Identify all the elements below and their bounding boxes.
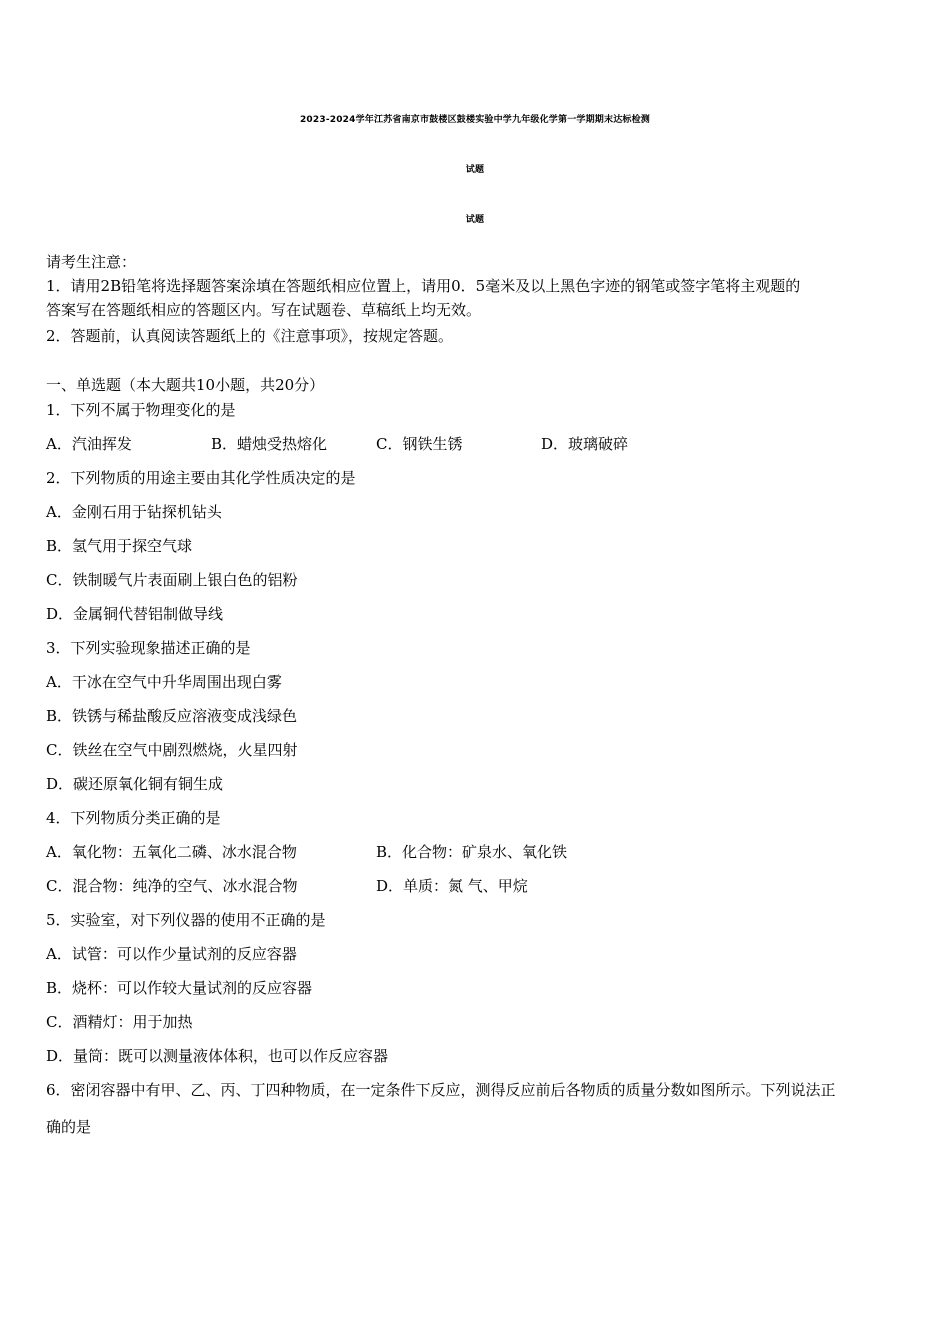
- question-3-option-a: A．干冰在空气中升华周围出现白雾: [46, 673, 282, 691]
- notice-item-1-continued: 答案写在答题纸相应的答题区内。写在试题卷、草稿纸上均无效。: [46, 301, 482, 319]
- question-2-option-a: A．金刚石用于钻探机钻头: [46, 503, 222, 521]
- question-5-stem: 5．实验室，对下列仪器的使用不正确的是: [46, 911, 326, 929]
- question-3-stem: 3．下列实验现象描述正确的是: [46, 639, 251, 657]
- question-6-stem-continued: 确的是: [46, 1118, 92, 1136]
- question-5-option-a: A．试管：可以作少量试剂的反应容器: [46, 945, 297, 963]
- question-4-option-b: B．化合物：矿泉水、氧化铁: [376, 843, 568, 861]
- question-2-option-b: B．氢气用于探空气球: [46, 537, 193, 555]
- question-4-option-c: C．混合物：纯净的空气、冰水混合物: [46, 877, 298, 895]
- question-5-option-d: D．量筒：既可以测量液体体积，也可以作反应容器: [46, 1047, 389, 1065]
- question-1-option-b: B．蜡烛受热熔化: [211, 435, 328, 453]
- section-heading: 一、单选题（本大题共10小题，共20分）: [46, 376, 325, 394]
- question-5-option-c: C．酒精灯：用于加热: [46, 1013, 193, 1031]
- exam-title-continued: 试题: [465, 165, 485, 175]
- question-1-option-d: D．玻璃破碎: [541, 435, 629, 453]
- question-4-option-d: D．单质：氮 气、甲烷: [376, 877, 528, 895]
- question-1-stem: 1．下列不属于物理变化的是: [46, 401, 236, 419]
- question-3-option-c: C．铁丝在空气中剧烈燃烧，火星四射: [46, 741, 298, 759]
- question-3-option-d: D．碳还原氧化铜有铜生成: [46, 775, 224, 793]
- notice-heading: 请考生注意：: [46, 253, 137, 271]
- question-3-option-b: B．铁锈与稀盐酸反应溶液变成浅绿色: [46, 707, 298, 725]
- question-2-option-d: D．金属铜代替铝制做导线: [46, 605, 224, 623]
- question-1-option-a: A．汽油挥发: [46, 435, 132, 453]
- question-2-stem: 2．下列物质的用途主要由其化学性质决定的是: [46, 469, 356, 487]
- notice-item-1: 1．请用2B铅笔将选择题答案涂填在答题纸相应位置上，请用0．5毫米及以上黑色字迹的钢笔或签字笔将主观题的: [46, 277, 801, 295]
- question-6-stem: 6．密闭容器中有甲、乙、丙、丁四种物质，在一定条件下反应，测得反应前后各物质的质量分数如图所示。下列说法正: [46, 1081, 836, 1099]
- question-4-option-a: A．氧化物：五氧化二磷、冰水混合物: [46, 843, 297, 861]
- exam-title: 2023-2024学年江苏省南京市鼓楼区鼓楼实验中学九年级化学第一学期期末达标检测: [299, 115, 651, 125]
- exam-subtitle: 试题: [465, 215, 485, 225]
- question-2-option-c: C．铁制暖气片表面刷上银白色的铝粉: [46, 571, 298, 589]
- question-1-option-c: C．钢铁生锈: [376, 435, 463, 453]
- question-4-stem: 4．下列物质分类正确的是: [46, 809, 221, 827]
- question-5-option-b: B．烧杯：可以作较大量试剂的反应容器: [46, 979, 313, 997]
- notice-item-2: 2．答题前，认真阅读答题纸上的《注意事项》，按规定答题。: [46, 327, 454, 345]
